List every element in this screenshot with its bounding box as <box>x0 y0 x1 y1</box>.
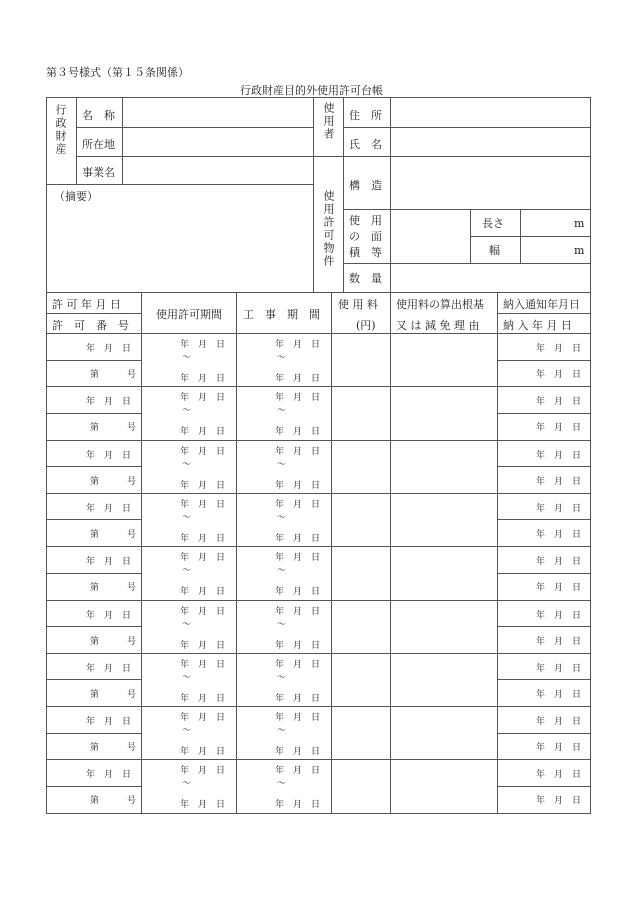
property-location-label: 所在地 <box>82 138 115 151</box>
notice-date: 年 月 日 <box>536 770 582 781</box>
period-end: 年 月 日 <box>180 800 226 811</box>
grid-line <box>46 97 591 98</box>
form-number: 第３号様式（第１５条関係） <box>46 66 189 79</box>
construction-tilde: ～ <box>277 406 287 417</box>
permit-date: 年 月 日 <box>86 397 132 408</box>
grid-line <box>520 209 521 263</box>
paid-date: 年 月 日 <box>536 529 582 540</box>
grid-line <box>46 786 141 787</box>
permit-date: 年 月 日 <box>86 610 132 621</box>
period-start: 年 月 日 <box>180 606 226 617</box>
grid-line <box>313 97 314 293</box>
permit-no-prefix: 第 <box>90 636 100 647</box>
col-construction: 工 事 期 間 <box>243 308 320 321</box>
property-label: 行政財産 <box>54 104 67 156</box>
permit-date: 年 月 日 <box>86 717 132 728</box>
permit-no-prefix: 第 <box>90 370 100 380</box>
permit-no-prefix: 第 <box>90 423 100 434</box>
grid-line <box>46 493 591 494</box>
grid-line <box>470 209 471 263</box>
period-tilde: ～ <box>182 353 192 363</box>
grid-line <box>46 440 591 441</box>
notice-date: 年 月 日 <box>536 663 582 674</box>
grid-line <box>497 573 591 574</box>
period-end: 年 月 日 <box>180 640 226 651</box>
permit-date: 年 月 日 <box>86 770 132 781</box>
construction-start: 年 月 日 <box>275 393 321 404</box>
col-fee-unit: (円) <box>356 319 376 332</box>
user-address-label: 住 所 <box>349 109 382 122</box>
grid-line <box>343 209 590 210</box>
period-end: 年 月 日 <box>180 747 226 758</box>
grid-line <box>46 626 141 627</box>
grid-line <box>331 292 332 813</box>
item-area-label: 積 等 <box>349 246 382 259</box>
grid-line <box>590 97 591 293</box>
period-start: 年 月 日 <box>180 393 226 404</box>
period-tilde: ～ <box>182 512 192 523</box>
grid-line <box>313 156 590 157</box>
paid-date: 年 月 日 <box>536 476 582 487</box>
permit-date: 年 月 日 <box>86 344 132 354</box>
period-end: 年 月 日 <box>180 480 226 491</box>
grid-line <box>497 313 591 314</box>
grid-line <box>343 127 590 128</box>
length-label: 長さ <box>482 217 504 230</box>
permit-no-suffix: 号 <box>127 583 137 594</box>
grid-line <box>390 292 391 813</box>
construction-tilde: ～ <box>277 512 287 523</box>
grid-line <box>46 360 141 361</box>
grid-line <box>46 679 141 680</box>
period-end: 年 月 日 <box>180 533 226 544</box>
grid-line <box>46 413 141 414</box>
grid-line <box>46 546 591 547</box>
item-quantity-label: 数 量 <box>349 272 382 285</box>
permit-no-prefix: 第 <box>90 796 100 807</box>
item-area-label: 使 用 <box>349 214 382 227</box>
grid-line <box>46 466 141 467</box>
period-tilde: ～ <box>182 619 192 630</box>
permit-no-prefix: 第 <box>90 743 100 754</box>
grid-line <box>46 706 591 707</box>
permit-date: 年 月 日 <box>86 503 132 514</box>
grid-line <box>46 733 141 734</box>
permit-no-suffix: 号 <box>127 529 137 540</box>
construction-start: 年 月 日 <box>275 553 321 564</box>
property-name-label: 名 称 <box>82 109 115 122</box>
page-title: 行政財産目的外使用許可台帳 <box>240 84 383 97</box>
col-notice: 納入通知年月日 <box>503 298 580 311</box>
grid-line <box>46 519 141 520</box>
notice-date: 年 月 日 <box>536 344 582 354</box>
period-start: 年 月 日 <box>180 553 226 564</box>
construction-start: 年 月 日 <box>275 766 321 777</box>
permit-no-prefix: 第 <box>90 529 100 540</box>
permit-date: 年 月 日 <box>86 557 132 568</box>
grid-line <box>76 156 313 157</box>
permit-no-suffix: 号 <box>127 423 137 434</box>
user-name-label: 氏 名 <box>349 138 382 151</box>
grid-line <box>122 97 123 184</box>
period-start: 年 月 日 <box>180 446 226 457</box>
permit-no-suffix: 号 <box>127 636 137 647</box>
paid-date: 年 月 日 <box>536 370 582 380</box>
permit-date: 年 月 日 <box>86 450 132 461</box>
summary-label: （摘要） <box>54 190 98 203</box>
grid-line <box>76 127 313 128</box>
construction-end: 年 月 日 <box>275 640 321 651</box>
length-unit: m <box>574 217 585 230</box>
grid-line <box>497 733 591 734</box>
grid-line <box>343 97 344 293</box>
period-tilde: ～ <box>182 459 192 470</box>
period-start: 年 月 日 <box>180 340 226 350</box>
grid-line <box>497 466 591 467</box>
permit-no-suffix: 号 <box>127 743 137 754</box>
grid-line <box>46 653 591 654</box>
period-end: 年 月 日 <box>180 374 226 384</box>
period-tilde: ～ <box>182 566 192 577</box>
grid-line <box>497 519 591 520</box>
paid-date: 年 月 日 <box>536 743 582 754</box>
paid-date: 年 月 日 <box>536 636 582 647</box>
period-end: 年 月 日 <box>180 587 226 598</box>
grid-line <box>46 600 591 601</box>
grid-line <box>497 413 591 414</box>
grid-line <box>497 360 591 361</box>
construction-tilde: ～ <box>277 353 287 363</box>
grid-line <box>46 313 141 314</box>
grid-line <box>46 292 591 293</box>
construction-tilde: ～ <box>277 566 287 577</box>
notice-date: 年 月 日 <box>536 450 582 461</box>
col-paid: 納 入 年 月 日 <box>503 319 572 332</box>
construction-start: 年 月 日 <box>275 446 321 457</box>
notice-date: 年 月 日 <box>536 503 582 514</box>
user-label: 使用者 <box>322 102 335 141</box>
period-tilde: ～ <box>182 779 192 790</box>
paid-date: 年 月 日 <box>536 583 582 594</box>
construction-tilde: ～ <box>277 779 287 790</box>
grid-line <box>46 292 47 813</box>
paid-date: 年 月 日 <box>536 689 582 700</box>
construction-tilde: ～ <box>277 672 287 683</box>
permit-no-prefix: 第 <box>90 689 100 700</box>
item-area-label: の 面 <box>349 230 382 243</box>
construction-end: 年 月 日 <box>275 800 321 811</box>
construction-end: 年 月 日 <box>275 693 321 704</box>
construction-end: 年 月 日 <box>275 480 321 491</box>
grid-line <box>46 573 141 574</box>
paid-date: 年 月 日 <box>536 423 582 434</box>
item-label: 使用許可物件 <box>322 190 335 268</box>
permit-no-suffix: 号 <box>127 476 137 487</box>
grid-line <box>236 292 237 813</box>
period-tilde: ～ <box>182 726 192 737</box>
construction-end: 年 月 日 <box>275 587 321 598</box>
construction-end: 年 月 日 <box>275 374 321 384</box>
period-end: 年 月 日 <box>180 693 226 704</box>
grid-line <box>46 97 47 293</box>
construction-tilde: ～ <box>277 459 287 470</box>
grid-line <box>497 626 591 627</box>
permit-no-suffix: 号 <box>127 796 137 807</box>
construction-start: 年 月 日 <box>275 606 321 617</box>
col-permit-no: 許 可 番 号 <box>52 319 129 332</box>
construction-tilde: ～ <box>277 619 287 630</box>
permit-date: 年 月 日 <box>86 663 132 674</box>
period-start: 年 月 日 <box>180 499 226 510</box>
construction-start: 年 月 日 <box>275 499 321 510</box>
permit-no-suffix: 号 <box>127 370 137 380</box>
construction-start: 年 月 日 <box>275 659 321 670</box>
width-unit: m <box>574 244 585 257</box>
col-basis2: 又 は 減 免 理 由 <box>396 319 480 332</box>
grid-line <box>141 292 142 813</box>
grid-line <box>590 292 591 813</box>
grid-line <box>470 236 590 237</box>
col-basis: 使用料の算出根基 <box>396 298 484 311</box>
construction-end: 年 月 日 <box>275 533 321 544</box>
grid-line <box>497 679 591 680</box>
grid-line <box>497 292 498 813</box>
grid-line <box>46 333 591 334</box>
construction-tilde: ～ <box>277 726 287 737</box>
period-start: 年 月 日 <box>180 713 226 724</box>
notice-date: 年 月 日 <box>536 717 582 728</box>
notice-date: 年 月 日 <box>536 397 582 408</box>
period-start: 年 月 日 <box>180 659 226 670</box>
period-tilde: ～ <box>182 406 192 417</box>
construction-start: 年 月 日 <box>275 713 321 724</box>
grid-line <box>46 386 591 387</box>
permit-no-prefix: 第 <box>90 476 100 487</box>
construction-end: 年 月 日 <box>275 747 321 758</box>
grid-line <box>390 97 391 293</box>
col-period: 使用許可期間 <box>156 308 222 321</box>
paid-date: 年 月 日 <box>536 796 582 807</box>
width-label: 幅 <box>489 244 500 257</box>
grid-line <box>46 813 591 814</box>
period-start: 年 月 日 <box>180 766 226 777</box>
property-project-label: 事業名 <box>82 166 115 179</box>
col-fee: 使 用 料 <box>338 298 378 311</box>
permit-no-suffix: 号 <box>127 689 137 700</box>
permit-no-prefix: 第 <box>90 583 100 594</box>
period-tilde: ～ <box>182 672 192 683</box>
grid-line <box>46 759 591 760</box>
construction-end: 年 月 日 <box>275 427 321 438</box>
construction-start: 年 月 日 <box>275 340 321 350</box>
grid-line <box>76 97 77 184</box>
notice-date: 年 月 日 <box>536 610 582 621</box>
grid-line <box>46 184 313 185</box>
period-end: 年 月 日 <box>180 427 226 438</box>
col-permit-date: 許 可 年 月 日 <box>52 298 121 311</box>
item-structure-label: 構 造 <box>349 179 382 192</box>
grid-line <box>497 786 591 787</box>
notice-date: 年 月 日 <box>536 557 582 568</box>
grid-line <box>343 263 590 264</box>
